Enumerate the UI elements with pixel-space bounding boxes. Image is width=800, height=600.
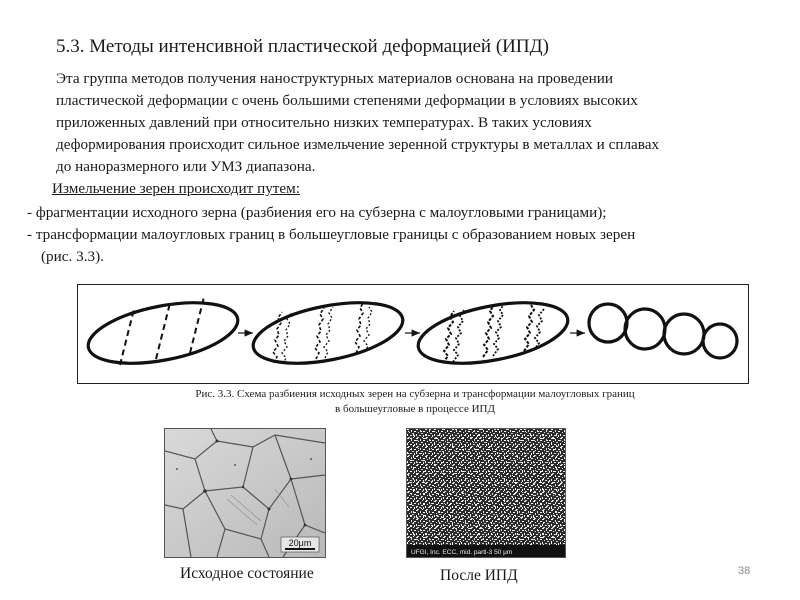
ultrafine-grain-image [407, 429, 565, 557]
list-item-fragmentation: - фрагментации исходного зерна (разбиения его на субзерна с малоугловыми границами); [27, 204, 607, 221]
grain-refinement-scheme [77, 284, 749, 384]
sem-info-text: UFGI, Inc. ECC, mid. partl-3 50 μm [411, 549, 513, 556]
intro-paragraph [56, 68, 766, 178]
micrograph-initial [164, 428, 326, 558]
slide-title: 5.3. Методы интенсивной пластической деформацией (ИПД) [56, 36, 549, 57]
figure-caption [130, 387, 700, 417]
intro-line: деформирования происходит сильное измельчение зеренной структуры в металлах и сплавах [56, 136, 660, 153]
caption-line: Рис. 3.3. Схема разбиения исходных зерен на субзерна и трансформации малоугловых границ [195, 388, 635, 400]
intro-line: Эта группа методов получения наноструктурных материалов основана на проведении [56, 70, 614, 87]
stage-3-grain [413, 292, 573, 374]
stage-2-grain [248, 292, 408, 374]
caption-after-spd: После ИПД [440, 567, 518, 584]
scale-bar-label: 20μm [288, 538, 312, 548]
stage-1-grain [83, 292, 243, 374]
list-item-figure-ref: (рис. 3.3). [41, 248, 104, 265]
intro-line: пластической деформации с очень большими степенями деформации в условиях высоких [56, 92, 638, 109]
intro-line: до наноразмерного или УМЗ диапазона. [56, 158, 316, 175]
grinding-list [27, 202, 635, 268]
micrograph-after-spd [406, 428, 566, 558]
caption-initial-state: Исходное состояние [180, 565, 314, 582]
list-item-transformation: - трансформации малоугловых границ в большеугловые границы с образованием новых зерен [27, 226, 636, 243]
grinding-heading: Измельчение зерен происходит путем: [52, 180, 300, 197]
intro-line: приложенных давлений при относительно низких температурах. В таких условиях [56, 114, 592, 131]
scheme-svg [78, 285, 748, 383]
caption-line: в большеугловые в процессе ИПД [335, 403, 495, 415]
stage-4-new-grains [589, 304, 737, 358]
coarse-grain-image [165, 429, 325, 557]
page-number: 38 [738, 565, 751, 577]
